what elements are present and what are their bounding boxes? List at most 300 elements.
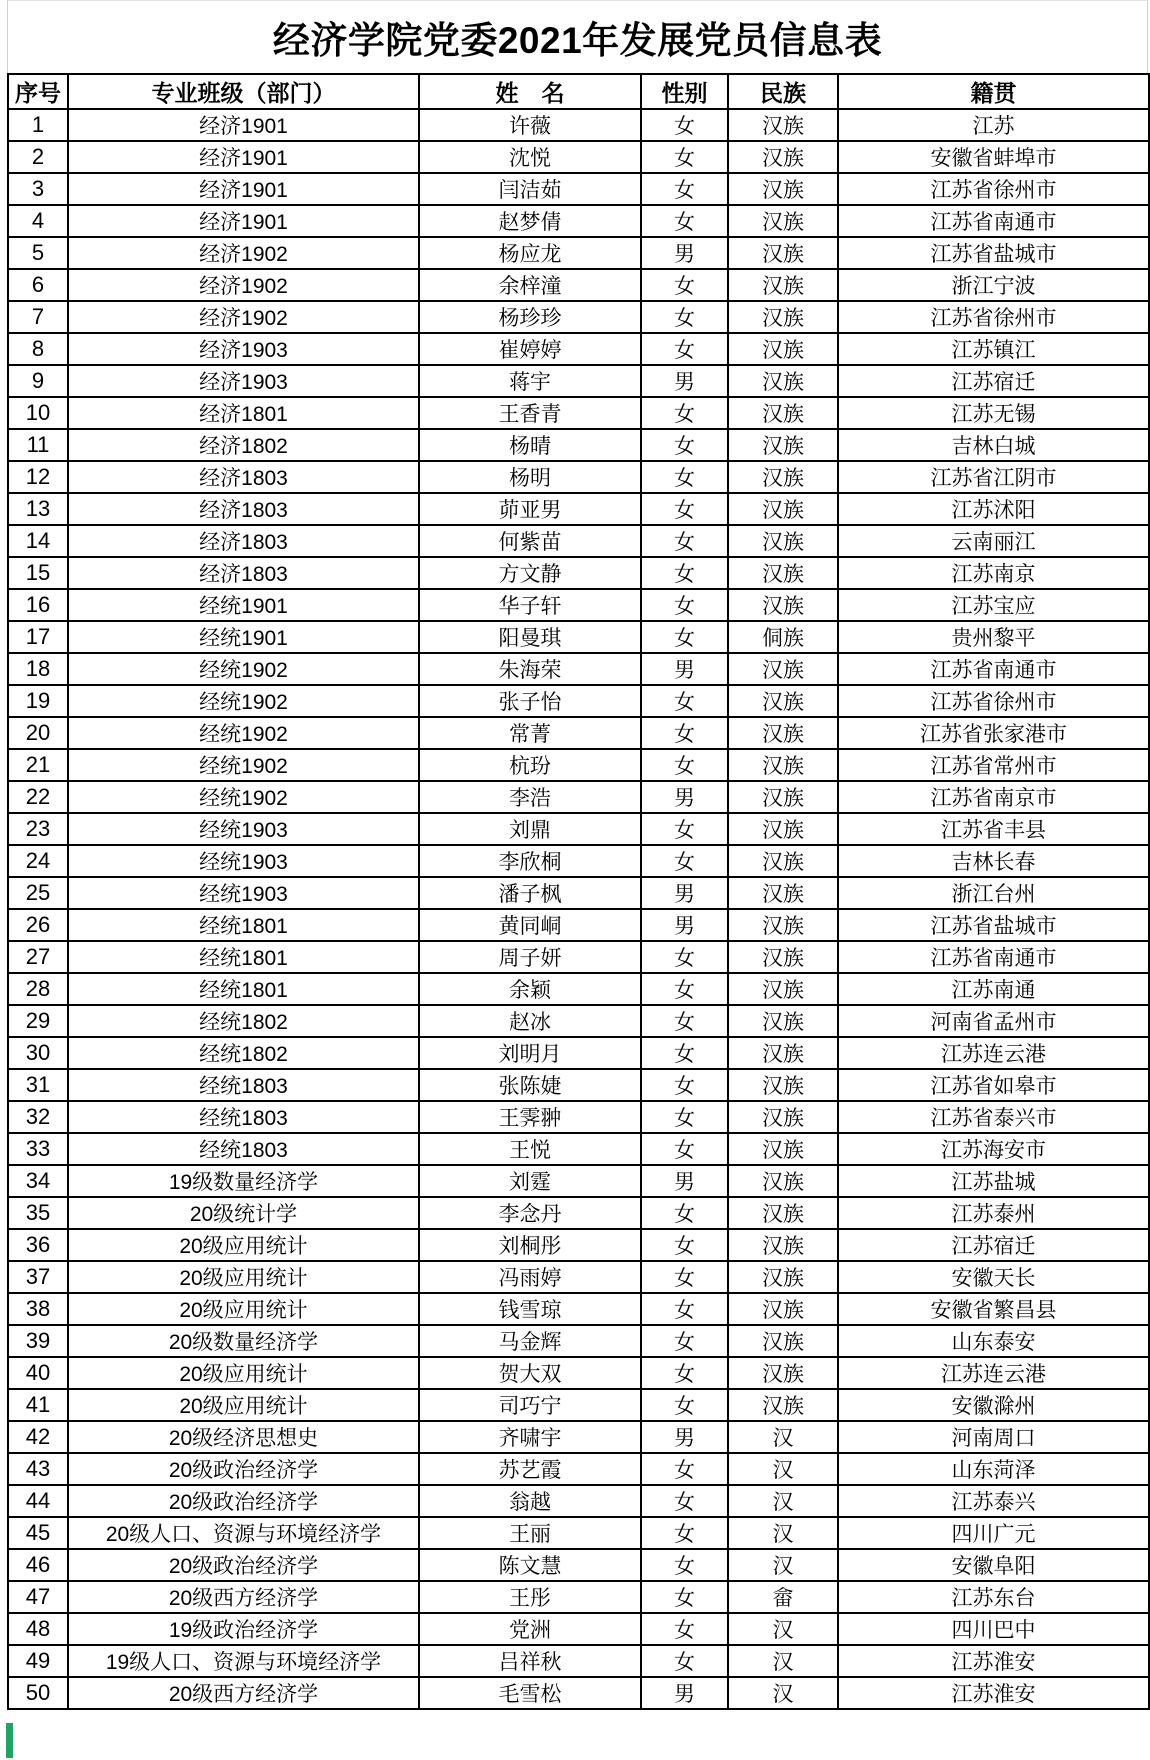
cell-name[interactable]: 方文静 xyxy=(419,557,641,589)
cell-hometown[interactable]: 四川巴中 xyxy=(838,1613,1149,1645)
cell-name[interactable]: 毛雪松 xyxy=(419,1677,641,1709)
cell-name[interactable]: 杨明 xyxy=(419,461,641,493)
cell-name[interactable]: 闫洁茹 xyxy=(419,173,641,205)
cell-gender[interactable]: 女 xyxy=(641,941,728,973)
cell-no[interactable]: 17 xyxy=(8,621,68,653)
cell-gender[interactable]: 女 xyxy=(641,1261,728,1293)
cell-no[interactable]: 10 xyxy=(8,397,68,429)
cell-hometown[interactable]: 安徽省蚌埠市 xyxy=(838,141,1149,173)
cell-gender[interactable]: 女 xyxy=(641,1357,728,1389)
cell-ethnicity[interactable]: 汉族 xyxy=(728,1325,838,1357)
cell-ethnicity[interactable]: 汉族 xyxy=(728,1133,838,1165)
cell-ethnicity[interactable]: 汉族 xyxy=(728,653,838,685)
cell-gender[interactable]: 女 xyxy=(641,333,728,365)
cell-hometown[interactable]: 河南周口 xyxy=(838,1421,1149,1453)
cell-name[interactable]: 李欣桐 xyxy=(419,845,641,877)
cell-name[interactable]: 杨珍珍 xyxy=(419,301,641,333)
cell-hometown[interactable]: 江苏泰州 xyxy=(838,1197,1149,1229)
cell-no[interactable]: 18 xyxy=(8,653,68,685)
cell-hometown[interactable]: 江苏南京 xyxy=(838,557,1149,589)
cell-gender[interactable]: 女 xyxy=(641,1133,728,1165)
cell-ethnicity[interactable]: 汉族 xyxy=(728,1293,838,1325)
cell-no[interactable]: 34 xyxy=(8,1165,68,1197)
cell-name[interactable]: 赵冰 xyxy=(419,1005,641,1037)
cell-class_dept[interactable]: 经统1903 xyxy=(68,845,419,877)
cell-gender[interactable]: 女 xyxy=(641,1613,728,1645)
cell-gender[interactable]: 男 xyxy=(641,909,728,941)
cell-hometown[interactable]: 安徽省繁昌县 xyxy=(838,1293,1149,1325)
cell-class_dept[interactable]: 20级西方经济学 xyxy=(68,1677,419,1709)
cell-hometown[interactable]: 江苏省南通市 xyxy=(838,205,1149,237)
cell-ethnicity[interactable]: 汉族 xyxy=(728,909,838,941)
cell-class_dept[interactable]: 经济1803 xyxy=(68,557,419,589)
cell-name[interactable]: 刘鼎 xyxy=(419,813,641,845)
cell-class_dept[interactable]: 经统1902 xyxy=(68,653,419,685)
cell-no[interactable]: 37 xyxy=(8,1261,68,1293)
cell-no[interactable]: 14 xyxy=(8,525,68,557)
cell-class_dept[interactable]: 20级统计学 xyxy=(68,1197,419,1229)
cell-no[interactable]: 32 xyxy=(8,1101,68,1133)
cell-ethnicity[interactable]: 汉族 xyxy=(728,1101,838,1133)
cell-class_dept[interactable]: 经统1902 xyxy=(68,685,419,717)
cell-hometown[interactable]: 江苏省南通市 xyxy=(838,941,1149,973)
cell-no[interactable]: 16 xyxy=(8,589,68,621)
cell-ethnicity[interactable]: 汉族 xyxy=(728,1229,838,1261)
cell-ethnicity[interactable]: 汉族 xyxy=(728,1261,838,1293)
cell-hometown[interactable]: 江苏省南通市 xyxy=(838,653,1149,685)
cell-no[interactable]: 9 xyxy=(8,365,68,397)
cell-ethnicity[interactable]: 汉族 xyxy=(728,717,838,749)
cell-name[interactable]: 王丽 xyxy=(419,1517,641,1549)
cell-gender[interactable]: 女 xyxy=(641,1517,728,1549)
cell-gender[interactable]: 女 xyxy=(641,1037,728,1069)
cell-ethnicity[interactable]: 汉 xyxy=(728,1421,838,1453)
cell-ethnicity[interactable]: 汉族 xyxy=(728,461,838,493)
cell-class_dept[interactable]: 20级人口、资源与环境经济学 xyxy=(68,1517,419,1549)
cell-hometown[interactable]: 四川广元 xyxy=(838,1517,1149,1549)
cell-class_dept[interactable]: 经统1803 xyxy=(68,1069,419,1101)
cell-name[interactable]: 刘霆 xyxy=(419,1165,641,1197)
cell-name[interactable]: 王霁翀 xyxy=(419,1101,641,1133)
cell-hometown[interactable]: 浙江宁波 xyxy=(838,269,1149,301)
cell-gender[interactable]: 女 xyxy=(641,109,728,141)
cell-no[interactable]: 26 xyxy=(8,909,68,941)
cell-gender[interactable]: 男 xyxy=(641,1165,728,1197)
cell-hometown[interactable]: 江苏淮安 xyxy=(838,1645,1149,1677)
cell-name[interactable]: 王彤 xyxy=(419,1581,641,1613)
cell-hometown[interactable]: 吉林长春 xyxy=(838,845,1149,877)
cell-hometown[interactable]: 山东泰安 xyxy=(838,1325,1149,1357)
cell-name[interactable]: 张陈婕 xyxy=(419,1069,641,1101)
cell-gender[interactable]: 女 xyxy=(641,1549,728,1581)
cell-no[interactable]: 42 xyxy=(8,1421,68,1453)
cell-no[interactable]: 36 xyxy=(8,1229,68,1261)
cell-class_dept[interactable]: 经济1802 xyxy=(68,429,419,461)
cell-ethnicity[interactable]: 汉族 xyxy=(728,813,838,845)
cell-gender[interactable]: 女 xyxy=(641,1069,728,1101)
cell-gender[interactable]: 女 xyxy=(641,1389,728,1421)
cell-ethnicity[interactable]: 汉族 xyxy=(728,237,838,269)
cell-name[interactable]: 李浩 xyxy=(419,781,641,813)
column-header-ethnicity[interactable]: 民族 xyxy=(728,74,838,109)
cell-hometown[interactable]: 江苏淮安 xyxy=(838,1677,1149,1709)
cell-class_dept[interactable]: 经统1903 xyxy=(68,877,419,909)
cell-class_dept[interactable]: 经济1903 xyxy=(68,333,419,365)
cell-name[interactable]: 朱海荣 xyxy=(419,653,641,685)
cell-hometown[interactable]: 江苏连云港 xyxy=(838,1037,1149,1069)
cell-ethnicity[interactable]: 汉族 xyxy=(728,1165,838,1197)
cell-no[interactable]: 4 xyxy=(8,205,68,237)
cell-name[interactable]: 余颖 xyxy=(419,973,641,1005)
cell-no[interactable]: 19 xyxy=(8,685,68,717)
cell-hometown[interactable]: 贵州黎平 xyxy=(838,621,1149,653)
cell-ethnicity[interactable]: 汉族 xyxy=(728,301,838,333)
cell-name[interactable]: 赵梦倩 xyxy=(419,205,641,237)
cell-name[interactable]: 蒋宇 xyxy=(419,365,641,397)
cell-no[interactable]: 25 xyxy=(8,877,68,909)
cell-class_dept[interactable]: 经统1801 xyxy=(68,941,419,973)
cell-hometown[interactable]: 吉林白城 xyxy=(838,429,1149,461)
cell-name[interactable]: 翁越 xyxy=(419,1485,641,1517)
cell-gender[interactable]: 男 xyxy=(641,1677,728,1709)
cell-name[interactable]: 陈文慧 xyxy=(419,1549,641,1581)
cell-no[interactable]: 44 xyxy=(8,1485,68,1517)
cell-hometown[interactable]: 江苏省如皋市 xyxy=(838,1069,1149,1101)
cell-ethnicity[interactable]: 汉族 xyxy=(728,109,838,141)
cell-class_dept[interactable]: 经济1901 xyxy=(68,205,419,237)
cell-hometown[interactable]: 江苏南通 xyxy=(838,973,1149,1005)
cell-ethnicity[interactable]: 侗族 xyxy=(728,621,838,653)
cell-class_dept[interactable]: 经济1901 xyxy=(68,141,419,173)
cell-gender[interactable]: 女 xyxy=(641,301,728,333)
cell-name[interactable]: 沈悦 xyxy=(419,141,641,173)
cell-class_dept[interactable]: 经济1903 xyxy=(68,365,419,397)
cell-class_dept[interactable]: 20级应用统计 xyxy=(68,1293,419,1325)
cell-no[interactable]: 38 xyxy=(8,1293,68,1325)
cell-ethnicity[interactable]: 汉族 xyxy=(728,749,838,781)
cell-name[interactable]: 齐啸宇 xyxy=(419,1421,641,1453)
cell-no[interactable]: 13 xyxy=(8,493,68,525)
cell-ethnicity[interactable]: 汉族 xyxy=(728,845,838,877)
cell-class_dept[interactable]: 经统1803 xyxy=(68,1101,419,1133)
cell-class_dept[interactable]: 经济1902 xyxy=(68,301,419,333)
cell-hometown[interactable]: 江苏宿迁 xyxy=(838,365,1149,397)
cell-no[interactable]: 50 xyxy=(8,1677,68,1709)
cell-no[interactable]: 15 xyxy=(8,557,68,589)
cell-no[interactable]: 43 xyxy=(8,1453,68,1485)
cell-no[interactable]: 41 xyxy=(8,1389,68,1421)
cell-name[interactable]: 王悦 xyxy=(419,1133,641,1165)
cell-ethnicity[interactable]: 汉族 xyxy=(728,1357,838,1389)
cell-class_dept[interactable]: 20级政治经济学 xyxy=(68,1485,419,1517)
cell-gender[interactable]: 女 xyxy=(641,717,728,749)
cell-ethnicity[interactable]: 汉族 xyxy=(728,781,838,813)
cell-gender[interactable]: 男 xyxy=(641,781,728,813)
cell-ethnicity[interactable]: 汉族 xyxy=(728,525,838,557)
cell-ethnicity[interactable]: 汉族 xyxy=(728,141,838,173)
cell-gender[interactable]: 男 xyxy=(641,653,728,685)
cell-ethnicity[interactable]: 汉 xyxy=(728,1549,838,1581)
cell-hometown[interactable]: 江苏省张家港市 xyxy=(838,717,1149,749)
cell-hometown[interactable]: 山东菏泽 xyxy=(838,1453,1149,1485)
cell-ethnicity[interactable]: 汉族 xyxy=(728,173,838,205)
cell-hometown[interactable]: 安徽滁州 xyxy=(838,1389,1149,1421)
column-header-hometown[interactable]: 籍贯 xyxy=(838,74,1149,109)
cell-gender[interactable]: 女 xyxy=(641,1453,728,1485)
cell-gender[interactable]: 男 xyxy=(641,237,728,269)
cell-no[interactable]: 20 xyxy=(8,717,68,749)
cell-class_dept[interactable]: 经济1901 xyxy=(68,109,419,141)
cell-gender[interactable]: 女 xyxy=(641,205,728,237)
cell-no[interactable]: 47 xyxy=(8,1581,68,1613)
cell-hometown[interactable]: 江苏连云港 xyxy=(838,1357,1149,1389)
cell-ethnicity[interactable]: 汉族 xyxy=(728,589,838,621)
cell-hometown[interactable]: 河南省孟州市 xyxy=(838,1005,1149,1037)
cell-gender[interactable]: 女 xyxy=(641,589,728,621)
cell-gender[interactable]: 女 xyxy=(641,1229,728,1261)
cell-ethnicity[interactable]: 汉族 xyxy=(728,973,838,1005)
cell-hometown[interactable]: 安徽阜阳 xyxy=(838,1549,1149,1581)
cell-gender[interactable]: 女 xyxy=(641,973,728,1005)
cell-class_dept[interactable]: 20级应用统计 xyxy=(68,1357,419,1389)
cell-hometown[interactable]: 江苏海安市 xyxy=(838,1133,1149,1165)
cell-no[interactable]: 33 xyxy=(8,1133,68,1165)
cell-no[interactable]: 46 xyxy=(8,1549,68,1581)
cell-no[interactable]: 28 xyxy=(8,973,68,1005)
cell-no[interactable]: 30 xyxy=(8,1037,68,1069)
cell-hometown[interactable]: 江苏 xyxy=(838,109,1149,141)
cell-ethnicity[interactable]: 汉 xyxy=(728,1453,838,1485)
cell-hometown[interactable]: 江苏省盐城市 xyxy=(838,237,1149,269)
cell-gender[interactable]: 男 xyxy=(641,1421,728,1453)
cell-ethnicity[interactable]: 畲 xyxy=(728,1581,838,1613)
cell-no[interactable]: 48 xyxy=(8,1613,68,1645)
cell-name[interactable]: 苏艺霞 xyxy=(419,1453,641,1485)
cell-no[interactable]: 5 xyxy=(8,237,68,269)
cell-gender[interactable]: 女 xyxy=(641,141,728,173)
cell-gender[interactable]: 女 xyxy=(641,557,728,589)
cell-no[interactable]: 11 xyxy=(8,429,68,461)
cell-ethnicity[interactable]: 汉族 xyxy=(728,685,838,717)
cell-gender[interactable]: 女 xyxy=(641,845,728,877)
cell-no[interactable]: 29 xyxy=(8,1005,68,1037)
cell-class_dept[interactable]: 20级应用统计 xyxy=(68,1389,419,1421)
cell-class_dept[interactable]: 经统1801 xyxy=(68,973,419,1005)
cell-no[interactable]: 22 xyxy=(8,781,68,813)
cell-ethnicity[interactable]: 汉族 xyxy=(728,429,838,461)
cell-name[interactable]: 阳曼琪 xyxy=(419,621,641,653)
cell-hometown[interactable]: 江苏省江阴市 xyxy=(838,461,1149,493)
cell-gender[interactable]: 女 xyxy=(641,1293,728,1325)
cell-gender[interactable]: 女 xyxy=(641,173,728,205)
cell-class_dept[interactable]: 经统1903 xyxy=(68,813,419,845)
cell-ethnicity[interactable]: 汉 xyxy=(728,1517,838,1549)
column-header-gender[interactable]: 性别 xyxy=(641,74,728,109)
cell-class_dept[interactable]: 经济1803 xyxy=(68,493,419,525)
cell-gender[interactable]: 女 xyxy=(641,1005,728,1037)
cell-class_dept[interactable]: 经济1803 xyxy=(68,461,419,493)
cell-gender[interactable]: 男 xyxy=(641,877,728,909)
cell-gender[interactable]: 女 xyxy=(641,461,728,493)
cell-class_dept[interactable]: 经统1901 xyxy=(68,589,419,621)
cell-gender[interactable]: 女 xyxy=(641,749,728,781)
column-header-no[interactable]: 序号 xyxy=(8,74,68,109)
cell-hometown[interactable]: 江苏宿迁 xyxy=(838,1229,1149,1261)
cell-hometown[interactable]: 江苏盐城 xyxy=(838,1165,1149,1197)
cell-class_dept[interactable]: 经济1901 xyxy=(68,173,419,205)
cell-no[interactable]: 7 xyxy=(8,301,68,333)
cell-gender[interactable]: 女 xyxy=(641,493,728,525)
cell-ethnicity[interactable]: 汉族 xyxy=(728,557,838,589)
cell-class_dept[interactable]: 19级数量经济学 xyxy=(68,1165,419,1197)
cell-hometown[interactable]: 江苏镇江 xyxy=(838,333,1149,365)
cell-no[interactable]: 49 xyxy=(8,1645,68,1677)
cell-no[interactable]: 40 xyxy=(8,1357,68,1389)
cell-class_dept[interactable]: 经统1802 xyxy=(68,1005,419,1037)
cell-no[interactable]: 12 xyxy=(8,461,68,493)
cell-gender[interactable]: 女 xyxy=(641,397,728,429)
cell-class_dept[interactable]: 19级政治经济学 xyxy=(68,1613,419,1645)
cell-name[interactable]: 常菁 xyxy=(419,717,641,749)
cell-gender[interactable]: 女 xyxy=(641,269,728,301)
cell-gender[interactable]: 女 xyxy=(641,1645,728,1677)
cell-gender[interactable]: 女 xyxy=(641,685,728,717)
cell-gender[interactable]: 男 xyxy=(641,365,728,397)
cell-class_dept[interactable]: 20级应用统计 xyxy=(68,1261,419,1293)
cell-name[interactable]: 周子妍 xyxy=(419,941,641,973)
cell-name[interactable]: 张子怡 xyxy=(419,685,641,717)
cell-name[interactable]: 党洲 xyxy=(419,1613,641,1645)
cell-class_dept[interactable]: 20级应用统计 xyxy=(68,1229,419,1261)
cell-class_dept[interactable]: 经济1902 xyxy=(68,269,419,301)
cell-ethnicity[interactable]: 汉 xyxy=(728,1613,838,1645)
cell-gender[interactable]: 女 xyxy=(641,429,728,461)
cell-hometown[interactable]: 江苏省泰兴市 xyxy=(838,1101,1149,1133)
cell-class_dept[interactable]: 经统1902 xyxy=(68,717,419,749)
cell-class_dept[interactable]: 经济1803 xyxy=(68,525,419,557)
cell-class_dept[interactable]: 经统1802 xyxy=(68,1037,419,1069)
cell-class_dept[interactable]: 20级经济思想史 xyxy=(68,1421,419,1453)
cell-name[interactable]: 余梓潼 xyxy=(419,269,641,301)
cell-name[interactable]: 马金辉 xyxy=(419,1325,641,1357)
cell-no[interactable]: 1 xyxy=(8,109,68,141)
cell-ethnicity[interactable]: 汉 xyxy=(728,1485,838,1517)
cell-name[interactable]: 茆亚男 xyxy=(419,493,641,525)
cell-name[interactable]: 吕祥秋 xyxy=(419,1645,641,1677)
cell-hometown[interactable]: 浙江台州 xyxy=(838,877,1149,909)
cell-no[interactable]: 6 xyxy=(8,269,68,301)
cell-name[interactable]: 许薇 xyxy=(419,109,641,141)
cell-no[interactable]: 35 xyxy=(8,1197,68,1229)
cell-name[interactable]: 华子轩 xyxy=(419,589,641,621)
cell-class_dept[interactable]: 20级政治经济学 xyxy=(68,1549,419,1581)
cell-name[interactable]: 李念丹 xyxy=(419,1197,641,1229)
cell-hometown[interactable]: 江苏泰兴 xyxy=(838,1485,1149,1517)
cell-class_dept[interactable]: 经济1801 xyxy=(68,397,419,429)
cell-name[interactable]: 王香青 xyxy=(419,397,641,429)
cell-name[interactable]: 崔婷婷 xyxy=(419,333,641,365)
cell-gender[interactable]: 女 xyxy=(641,1485,728,1517)
cell-gender[interactable]: 女 xyxy=(641,621,728,653)
cell-no[interactable]: 31 xyxy=(8,1069,68,1101)
cell-class_dept[interactable]: 20级西方经济学 xyxy=(68,1581,419,1613)
cell-ethnicity[interactable]: 汉族 xyxy=(728,205,838,237)
cell-hometown[interactable]: 江苏省常州市 xyxy=(838,749,1149,781)
cell-name[interactable]: 贺大双 xyxy=(419,1357,641,1389)
cell-ethnicity[interactable]: 汉族 xyxy=(728,1389,838,1421)
cell-name[interactable]: 刘明月 xyxy=(419,1037,641,1069)
cell-name[interactable]: 刘桐彤 xyxy=(419,1229,641,1261)
cell-class_dept[interactable]: 经济1902 xyxy=(68,237,419,269)
cell-hometown[interactable]: 江苏东台 xyxy=(838,1581,1149,1613)
cell-class_dept[interactable]: 经统1901 xyxy=(68,621,419,653)
cell-gender[interactable]: 女 xyxy=(641,1197,728,1229)
cell-no[interactable]: 45 xyxy=(8,1517,68,1549)
cell-ethnicity[interactable]: 汉族 xyxy=(728,269,838,301)
cell-hometown[interactable]: 江苏宝应 xyxy=(838,589,1149,621)
cell-gender[interactable]: 女 xyxy=(641,1325,728,1357)
cell-ethnicity[interactable]: 汉 xyxy=(728,1677,838,1709)
cell-gender[interactable]: 女 xyxy=(641,525,728,557)
cell-no[interactable]: 2 xyxy=(8,141,68,173)
cell-ethnicity[interactable]: 汉族 xyxy=(728,1037,838,1069)
cell-name[interactable]: 杨晴 xyxy=(419,429,641,461)
cell-class_dept[interactable]: 20级数量经济学 xyxy=(68,1325,419,1357)
cell-ethnicity[interactable]: 汉族 xyxy=(728,365,838,397)
cell-ethnicity[interactable]: 汉族 xyxy=(728,877,838,909)
column-header-class_dept[interactable]: 专业班级（部门） xyxy=(68,74,419,109)
cell-class_dept[interactable]: 经统1801 xyxy=(68,909,419,941)
cell-name[interactable]: 杭玢 xyxy=(419,749,641,781)
cell-class_dept[interactable]: 经统1902 xyxy=(68,781,419,813)
cell-class_dept[interactable]: 20级政治经济学 xyxy=(68,1453,419,1485)
cell-hometown[interactable]: 江苏省徐州市 xyxy=(838,173,1149,205)
cell-class_dept[interactable]: 19级人口、资源与环境经济学 xyxy=(68,1645,419,1677)
cell-no[interactable]: 39 xyxy=(8,1325,68,1357)
column-header-name[interactable]: 姓 名 xyxy=(419,74,641,109)
cell-name[interactable]: 黄同峒 xyxy=(419,909,641,941)
cell-hometown[interactable]: 江苏省徐州市 xyxy=(838,685,1149,717)
cell-name[interactable]: 司巧宁 xyxy=(419,1389,641,1421)
cell-gender[interactable]: 女 xyxy=(641,813,728,845)
cell-hometown[interactable]: 江苏省盐城市 xyxy=(838,909,1149,941)
cell-hometown[interactable]: 安徽天长 xyxy=(838,1261,1149,1293)
cell-name[interactable]: 何紫苗 xyxy=(419,525,641,557)
cell-no[interactable]: 21 xyxy=(8,749,68,781)
cell-ethnicity[interactable]: 汉族 xyxy=(728,493,838,525)
cell-ethnicity[interactable]: 汉族 xyxy=(728,1005,838,1037)
cell-no[interactable]: 24 xyxy=(8,845,68,877)
cell-no[interactable]: 8 xyxy=(8,333,68,365)
cell-name[interactable]: 钱雪琼 xyxy=(419,1293,641,1325)
cell-no[interactable]: 27 xyxy=(8,941,68,973)
cell-hometown[interactable]: 江苏沭阳 xyxy=(838,493,1149,525)
cell-name[interactable]: 冯雨婷 xyxy=(419,1261,641,1293)
cell-ethnicity[interactable]: 汉族 xyxy=(728,941,838,973)
cell-ethnicity[interactable]: 汉族 xyxy=(728,1069,838,1101)
cell-gender[interactable]: 女 xyxy=(641,1581,728,1613)
cell-hometown[interactable]: 江苏省徐州市 xyxy=(838,301,1149,333)
cell-hometown[interactable]: 江苏无锡 xyxy=(838,397,1149,429)
cell-hometown[interactable]: 江苏省南京市 xyxy=(838,781,1149,813)
cell-class_dept[interactable]: 经统1803 xyxy=(68,1133,419,1165)
cell-class_dept[interactable]: 经统1902 xyxy=(68,749,419,781)
cell-hometown[interactable]: 江苏省丰县 xyxy=(838,813,1149,845)
cell-no[interactable]: 23 xyxy=(8,813,68,845)
cell-hometown[interactable]: 云南丽江 xyxy=(838,525,1149,557)
cell-ethnicity[interactable]: 汉族 xyxy=(728,397,838,429)
cell-ethnicity[interactable]: 汉 xyxy=(728,1645,838,1677)
